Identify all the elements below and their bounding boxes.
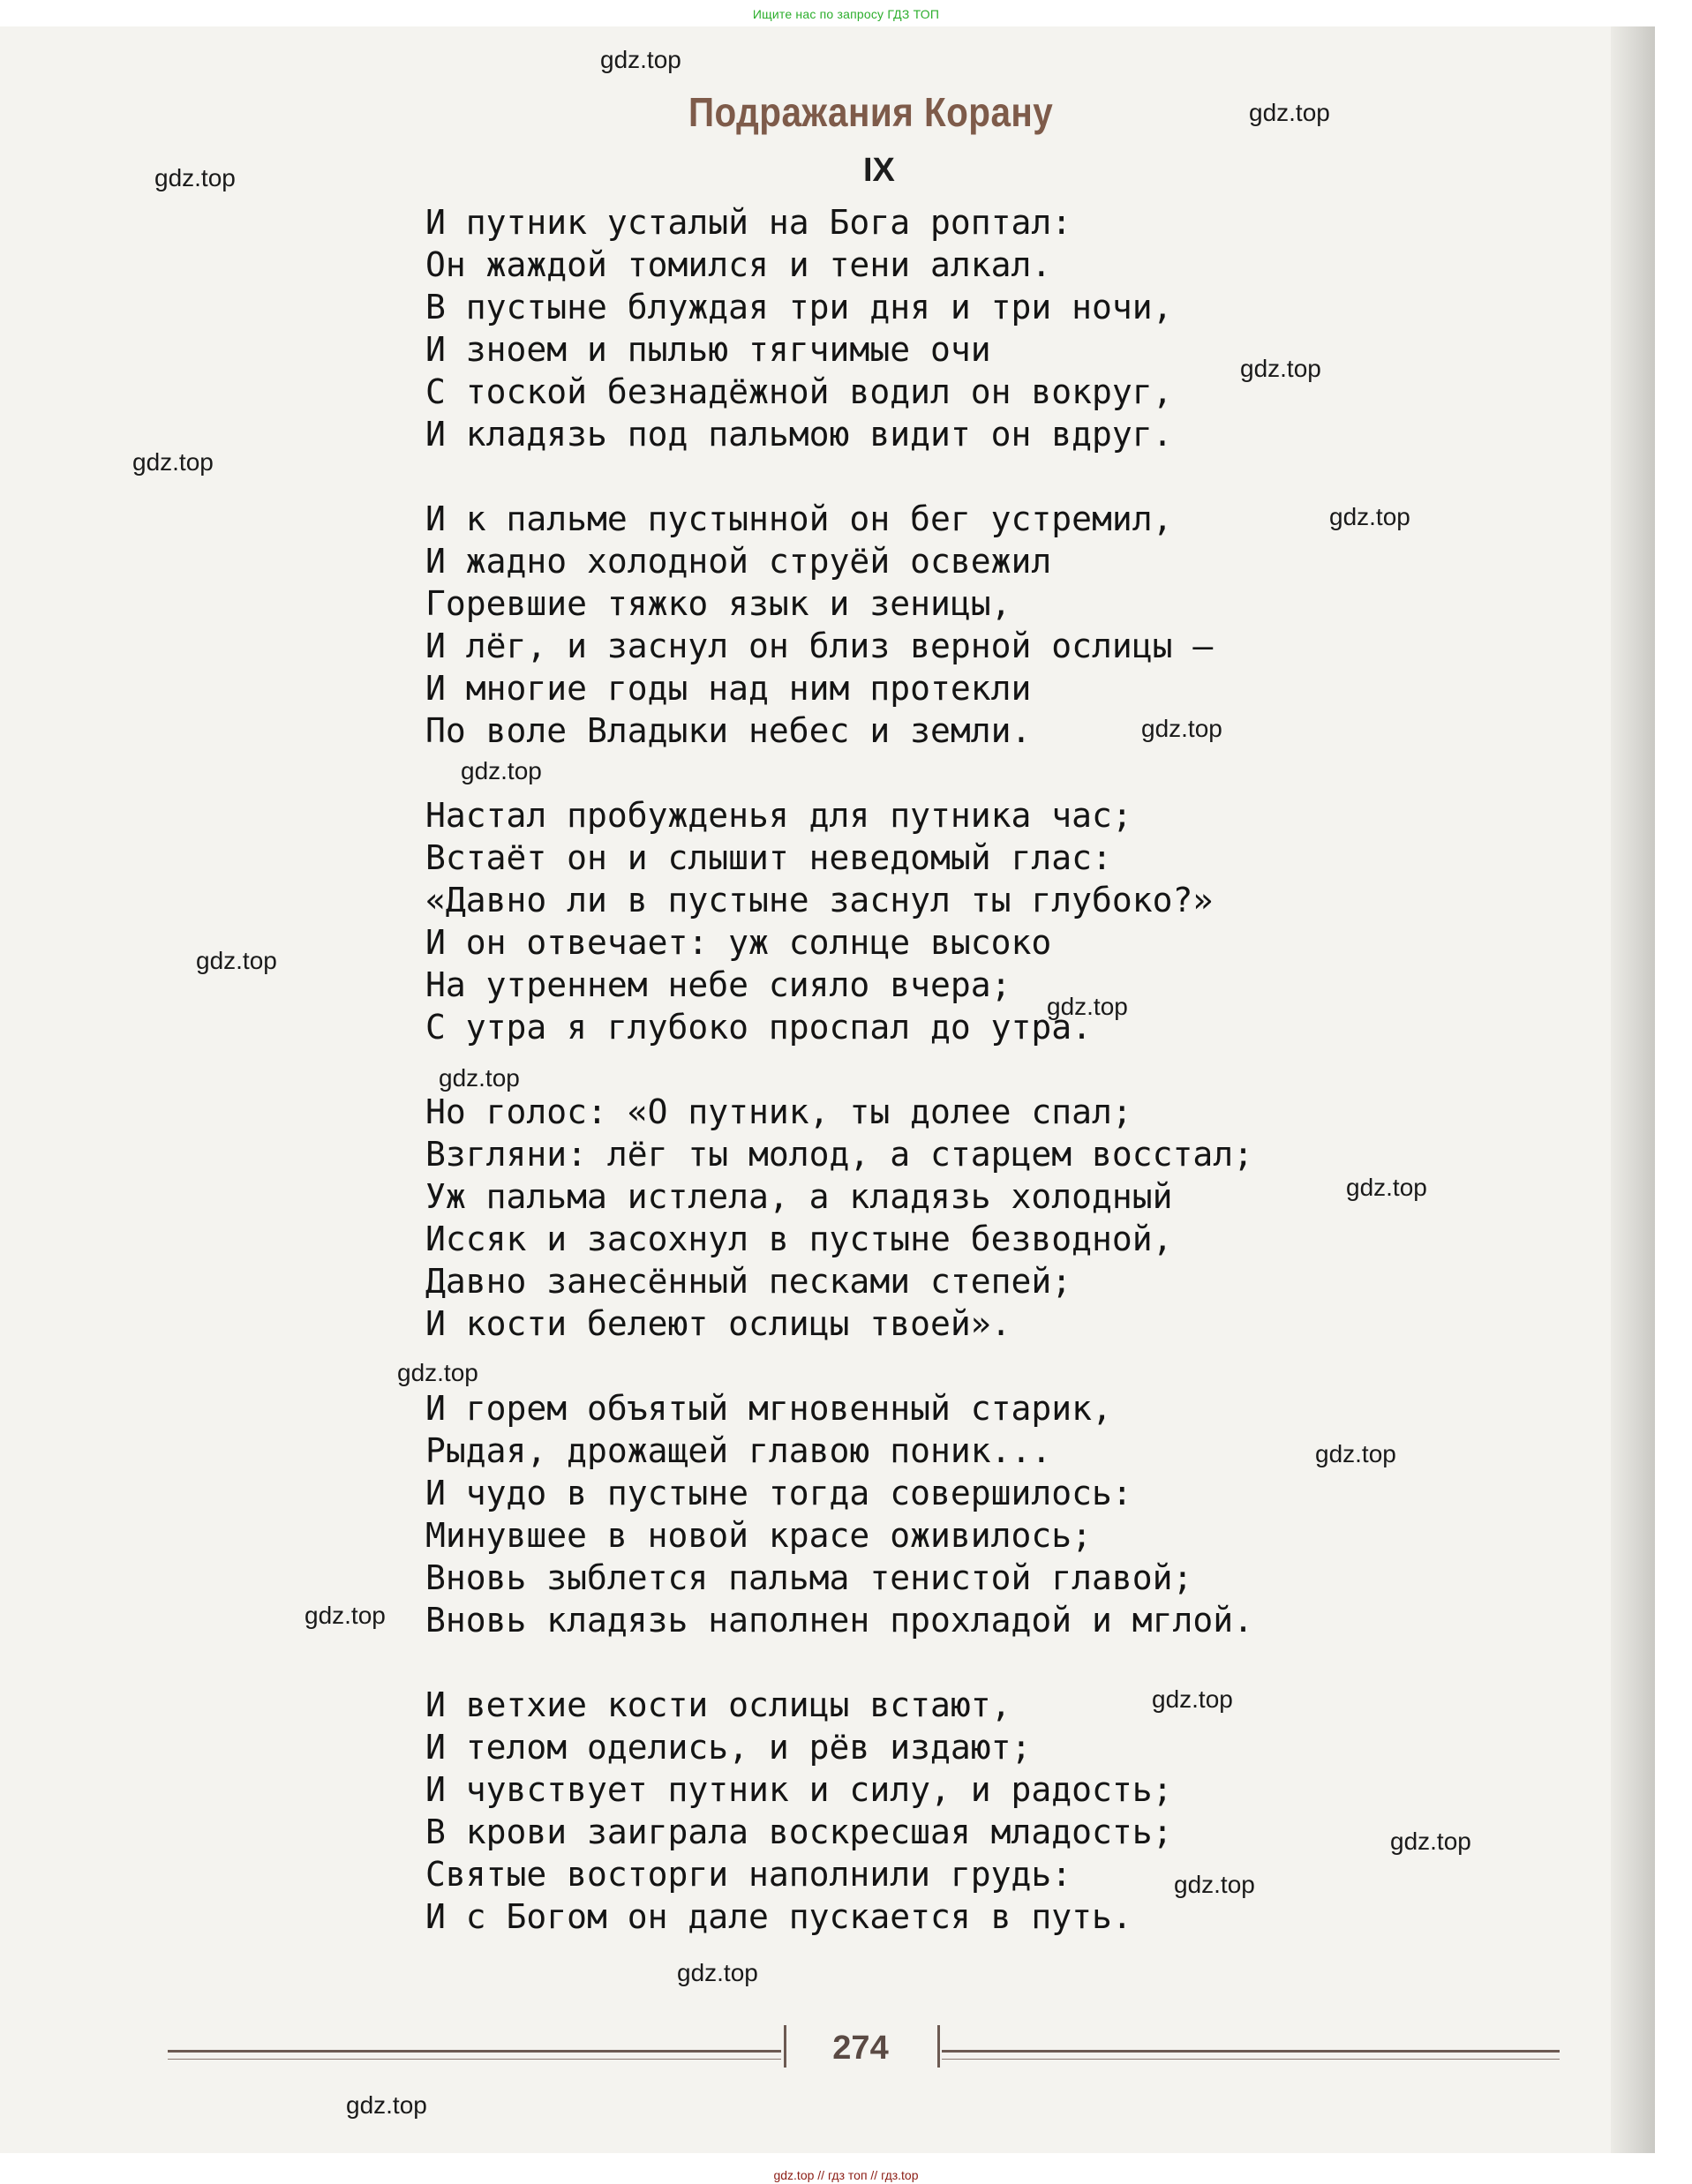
poem-line: И жадно холодной струёй освежил <box>425 542 1052 581</box>
top-banner: Ищите нас по запросу ГДЗ ТОП <box>752 7 940 21</box>
page-edge-shadow <box>1611 26 1655 2153</box>
watermark: gdz.top <box>397 1359 478 1386</box>
watermark: gdz.top <box>1390 1828 1471 1855</box>
watermark: gdz.top <box>1047 993 1128 1020</box>
poem-line: И зноем и пылью тягчимые очи <box>425 330 991 369</box>
poem-line: И он отвечает: уж солнце высоко <box>425 923 1052 962</box>
watermark: gdz.top <box>305 1602 386 1629</box>
poem-line: Вновь зыблется пальма тенистой главой; <box>425 1558 1193 1597</box>
watermark: gdz.top <box>1249 99 1330 126</box>
watermark: gdz.top <box>439 1064 520 1092</box>
poem-line: И горем объятый мгновенный старик, <box>425 1389 1112 1428</box>
poem-line: Уж пальма истлела, а кладязь холодный <box>425 1177 1173 1216</box>
watermark: gdz.top <box>1174 1871 1255 1898</box>
footer-rule-right-thin <box>942 2059 1560 2060</box>
poem-line: И кладязь под пальмою видит он вдруг. <box>425 415 1173 454</box>
footer-stem-right <box>937 2025 940 2068</box>
watermark: gdz.top <box>1152 1685 1233 1713</box>
poem-line: Но голос: «О путник, ты долее спал; <box>425 1092 1132 1131</box>
watermark: gdz.top <box>1329 503 1410 530</box>
poem-line: Настал пробужденья для путника час; <box>425 796 1132 835</box>
footer-stem-left <box>784 2025 786 2068</box>
poem-line: «Давно ли в пустыне заснул ты глубоко?» <box>425 881 1214 919</box>
stanza <box>425 1091 1485 1345</box>
poem-line: По воле Владыки небес и земли. <box>425 711 1032 750</box>
page-title: Подражания Корану <box>688 89 1054 135</box>
poem-line: С утра я глубоко проспал до утра. <box>425 1008 1092 1047</box>
watermark: gdz.top <box>196 947 277 974</box>
poem-line: Иссяк и засохнул в пустыне безводной, <box>425 1220 1173 1258</box>
watermark: gdz.top <box>1141 715 1222 742</box>
watermark: gdz.top <box>677 1959 758 1986</box>
section-number: IX <box>863 152 895 189</box>
poem-line: И чувствует путник и силу, и радость; <box>425 1770 1173 1809</box>
poem-line: И с Богом он дале пускается в путь. <box>425 1897 1132 1936</box>
poem-line: В крови заиграла воскресшая младость; <box>425 1812 1173 1851</box>
poem-line: И многие годы над ним протекли <box>425 669 1032 708</box>
poem-line: И чудо в пустыне тогда совершилось: <box>425 1474 1132 1512</box>
poem-line: Он жаждой томился и тени алкал. <box>425 245 1052 284</box>
watermark: gdz.top <box>461 757 542 784</box>
poem <box>425 201 1485 1980</box>
poem-line: В пустыне блуждая три дня и три ночи, <box>425 288 1173 326</box>
poem-line: Встаёт он и слышит неведомый глас: <box>425 838 1112 877</box>
stanza <box>425 1684 1485 1938</box>
poem-line: Святые восторги наполнили грудь: <box>425 1855 1072 1894</box>
footer-rule-left <box>168 2050 781 2053</box>
watermark: gdz.top <box>346 2091 427 2119</box>
poem-line: Взгляни: лёг ты молод, а старцем восстал; <box>425 1135 1253 1174</box>
watermark: gdz.top <box>1315 1440 1396 1467</box>
stanza <box>425 1387 1485 1641</box>
bottom-banner: gdz.top // гдз топ // гдз.top <box>773 2168 919 2182</box>
watermark: gdz.top <box>1240 355 1321 382</box>
watermark: gdz.top <box>600 46 681 73</box>
watermark: gdz.top <box>1346 1174 1427 1201</box>
poem-line: С тоской безнадёжной водил он вокруг, <box>425 372 1173 411</box>
stanza <box>425 498 1485 752</box>
poem-line: Вновь кладязь наполнен прохладой и мглой. <box>425 1601 1253 1640</box>
poem-line: И ветхие кости ослицы встают, <box>425 1685 1011 1724</box>
poem-line: И лёг, и заснул он близ верной ослицы — <box>425 627 1214 665</box>
footer-rule-left-thin <box>168 2059 781 2060</box>
poem-line: И телом оделись, и рёв издают; <box>425 1728 1032 1767</box>
stanza <box>425 201 1485 455</box>
poem-line: Горевшие тяжко язык и зеницы, <box>425 584 1011 623</box>
poem-line: Давно занесённый песками степей; <box>425 1262 1072 1301</box>
page-number: 274 <box>832 2030 889 2067</box>
poem-line: И к пальме пустынной он бег устремил, <box>425 499 1173 538</box>
footer-rule-right <box>942 2050 1560 2053</box>
watermark: gdz.top <box>132 448 214 476</box>
poem-line: Минувшее в новой красе оживилось; <box>425 1516 1092 1555</box>
stanza <box>425 794 1485 1048</box>
poem-line: И путник усталый на Бога роптал: <box>425 203 1072 242</box>
watermark: gdz.top <box>154 164 236 191</box>
poem-line: На утреннем небе сияло вчера; <box>425 965 1011 1004</box>
poem-line: Рыдая, дрожащей главою поник... <box>425 1431 1052 1470</box>
poem-line: И кости белеют ослицы твоей». <box>425 1304 1011 1343</box>
